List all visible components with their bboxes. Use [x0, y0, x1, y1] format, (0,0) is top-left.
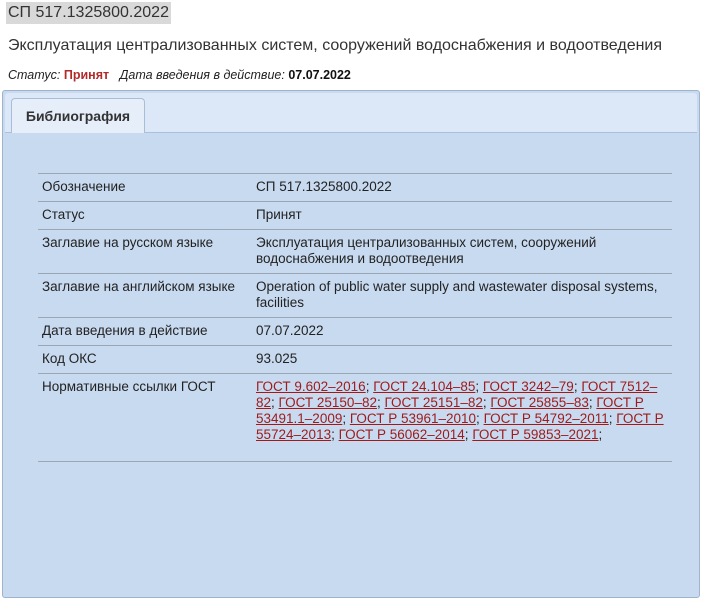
row-value: 93.025	[256, 351, 298, 366]
info-panel	[2, 90, 700, 598]
row-value: Эксплуатация централизованных систем, сооружений водоснабжения и водоотведения	[256, 235, 597, 266]
gost-reference-link[interactable]: ГОСТ Р 55724–2013	[256, 411, 664, 442]
gost-reference-link[interactable]: ГОСТ Р 54792–2011	[483, 411, 609, 426]
gost-reference-link[interactable]: ГОСТ Р 53491.1–2009	[256, 395, 644, 426]
status-value: Принят	[63, 68, 110, 82]
gost-reference-link[interactable]: ГОСТ 25855–83	[490, 395, 589, 410]
table-row	[38, 373, 672, 462]
gost-reference-link[interactable]: ГОСТ Р 56062–2014	[338, 427, 465, 442]
document-title: Эксплуатация централизованных систем, сооружений водоснабжения и водоотведения	[8, 37, 663, 54]
row-label: Заглавие на английском языке	[42, 279, 236, 294]
row-label: Код ОКС	[42, 351, 97, 366]
row-value: 07.07.2022	[256, 323, 324, 338]
row-label: Обозначение	[42, 179, 126, 194]
row-label: Дата введения в действие	[42, 323, 208, 338]
bibliography-table	[38, 173, 672, 462]
tab-bibliography[interactable]: Библиография	[11, 98, 145, 133]
status-label: Статус:	[8, 68, 61, 82]
date-value: 07.07.2022	[288, 68, 351, 82]
table-row	[38, 173, 672, 201]
table-row	[38, 317, 672, 345]
date-label: Дата введения в действие:	[119, 68, 285, 82]
table-row	[38, 345, 672, 373]
row-label: Заглавие на русском языке	[42, 235, 214, 250]
table-row	[38, 201, 672, 229]
row-value: СП 517.1325800.2022	[256, 179, 392, 194]
table-row	[38, 229, 672, 273]
gost-reference-link[interactable]: ГОСТ 25150–82	[278, 395, 377, 410]
gost-reference-link[interactable]: ГОСТ 24.104–85	[373, 379, 476, 394]
row-value: Принят	[256, 207, 302, 222]
gost-reference-link[interactable]: ГОСТ 9.602–2016	[256, 379, 366, 394]
status-line	[8, 68, 351, 82]
gost-reference-link[interactable]: ГОСТ 3242–79	[482, 379, 574, 394]
gost-references: ГОСТ 9.602–2016; ГОСТ 24.104–85; ГОСТ 3242–79; ГОСТ 7512–82; ГОСТ 25150–82; ГОСТ 25151–82; ГОСТ 25855–83; ГОСТ Р 53491.1–2009; ГОСТ Р 53961–2010; ГОСТ Р 54792–2011; ГОСТ Р 55724–2013; ГОСТ Р 56062–2014; ГОСТ Р 59853–2021;	[256, 379, 664, 442]
row-label: Статус	[42, 207, 85, 222]
gost-reference-link[interactable]: ГОСТ Р 59853–2021	[472, 427, 599, 442]
tab-bar	[5, 93, 697, 133]
row-value: Operation of public water supply and wastewater disposal systems, facilities	[256, 279, 658, 310]
gost-reference-link[interactable]: ГОСТ 7512–82	[256, 379, 658, 410]
document-code: СП 517.1325800.2022	[6, 2, 171, 24]
row-label: Нормативные ссылки ГОСТ	[42, 379, 216, 394]
table-row	[38, 273, 672, 317]
gost-reference-link[interactable]: ГОСТ 25151–82	[384, 395, 483, 410]
gost-reference-link[interactable]: ГОСТ Р 53961–2010	[349, 411, 477, 426]
